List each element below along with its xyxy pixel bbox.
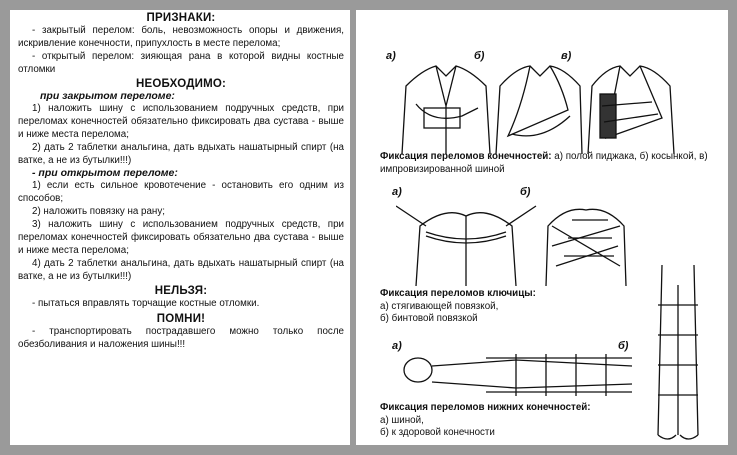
fig1-caption-text: а) полой пиджака, б) косынкой, в) импровизированной шиной	[380, 151, 708, 175]
lying-splint-figure	[404, 354, 632, 396]
column-divider	[349, 10, 356, 445]
signs-open: - открытый перелом: зияющая рана в которой видны костные отломки	[18, 51, 344, 75]
torso-jacket-figure	[402, 66, 490, 154]
fig2-caption-line-b: б) бинтовой повязкой	[380, 313, 478, 324]
open-item-4: 4) дать 2 таблетки анальгина, дать вдыхать нашатырный спирт (на ватке, а не из бутылки!!!)	[18, 258, 344, 282]
fig3-caption-line-a: а) шиной,	[380, 414, 424, 426]
fig3-caption-line-b: б) к здоровой конечности	[380, 427, 495, 438]
back-bandage-figure	[396, 206, 536, 286]
standing-legs-figure	[638, 265, 718, 445]
left-text-panel	[10, 10, 350, 445]
fig3-label-a: а)	[392, 340, 402, 352]
fig3-label-b: б)	[618, 340, 629, 352]
chest-bandage-figure	[546, 209, 626, 286]
fig1-caption-title: Фиксация переломов конечностей:	[380, 151, 552, 162]
open-fracture-heading: - при открытом переломе:	[32, 167, 178, 179]
torso-sling-figure	[496, 66, 582, 154]
right-illustration-panel	[356, 10, 728, 445]
fig1-label-a: а)	[386, 50, 396, 62]
fig2-label-a: а)	[392, 186, 402, 198]
fig2-caption-line-a: а) стягивающей повязкой,	[380, 300, 499, 312]
needed-title: НЕОБХОДИМО:	[135, 78, 227, 90]
fig2-label-b: б)	[520, 186, 531, 198]
fig2-caption-title: Фиксация переломов ключицы:	[380, 288, 536, 299]
fig3-caption	[380, 402, 640, 440]
closed-item-2: 2) дать 2 таблетки анальгина, дать вдыхать нашатырный спирт (на ватке, а не из бутылки!!!)	[18, 142, 344, 166]
fig3-caption-title: Фиксация переломов нижних конечностей:	[380, 402, 591, 413]
fig1-label-c: в)	[561, 50, 572, 62]
fig1-illustration	[392, 46, 682, 154]
open-item-2: 2) наложить повязку на рану;	[32, 206, 165, 217]
open-item-1: 1) если есть сильное кровотечение - остановить его одним из способов;	[18, 180, 344, 204]
closed-item-1: 1) наложить шину с использованием подручных средств, при переломах конечностей обязательно фиксировать два сустава - выше и ниже места перелома;	[18, 103, 344, 140]
fig1-caption	[380, 151, 720, 176]
signs-title: ПРИЗНАКИ:	[146, 12, 216, 24]
forbidden-title: НЕЛЬЗЯ:	[154, 285, 208, 297]
signs-closed: - закрытый перелом: боль, невозможность опоры и движения, искривление конечности, припухлость в месте перелома;	[18, 25, 344, 49]
remember-text: - транспортировать пострадавшего можно только после обезболивания и наложения шины!!!	[18, 326, 344, 350]
closed-fracture-heading: при закрытом переломе:	[40, 90, 175, 102]
torso-splint-figure	[588, 66, 674, 154]
open-item-3: 3) наложить шину с использованием подручных средств, при переломах конечностей фиксировать обязательно два сустава - выше и ниже места перелома;	[18, 219, 344, 256]
fig3-illustration	[396, 340, 646, 410]
remember-title: ПОМНИ!	[156, 313, 206, 325]
fig2-illustration	[396, 186, 636, 286]
forbidden-text: - пытаться вправлять торчащие костные отломки.	[32, 298, 260, 309]
fig1-label-b: б)	[474, 50, 485, 62]
